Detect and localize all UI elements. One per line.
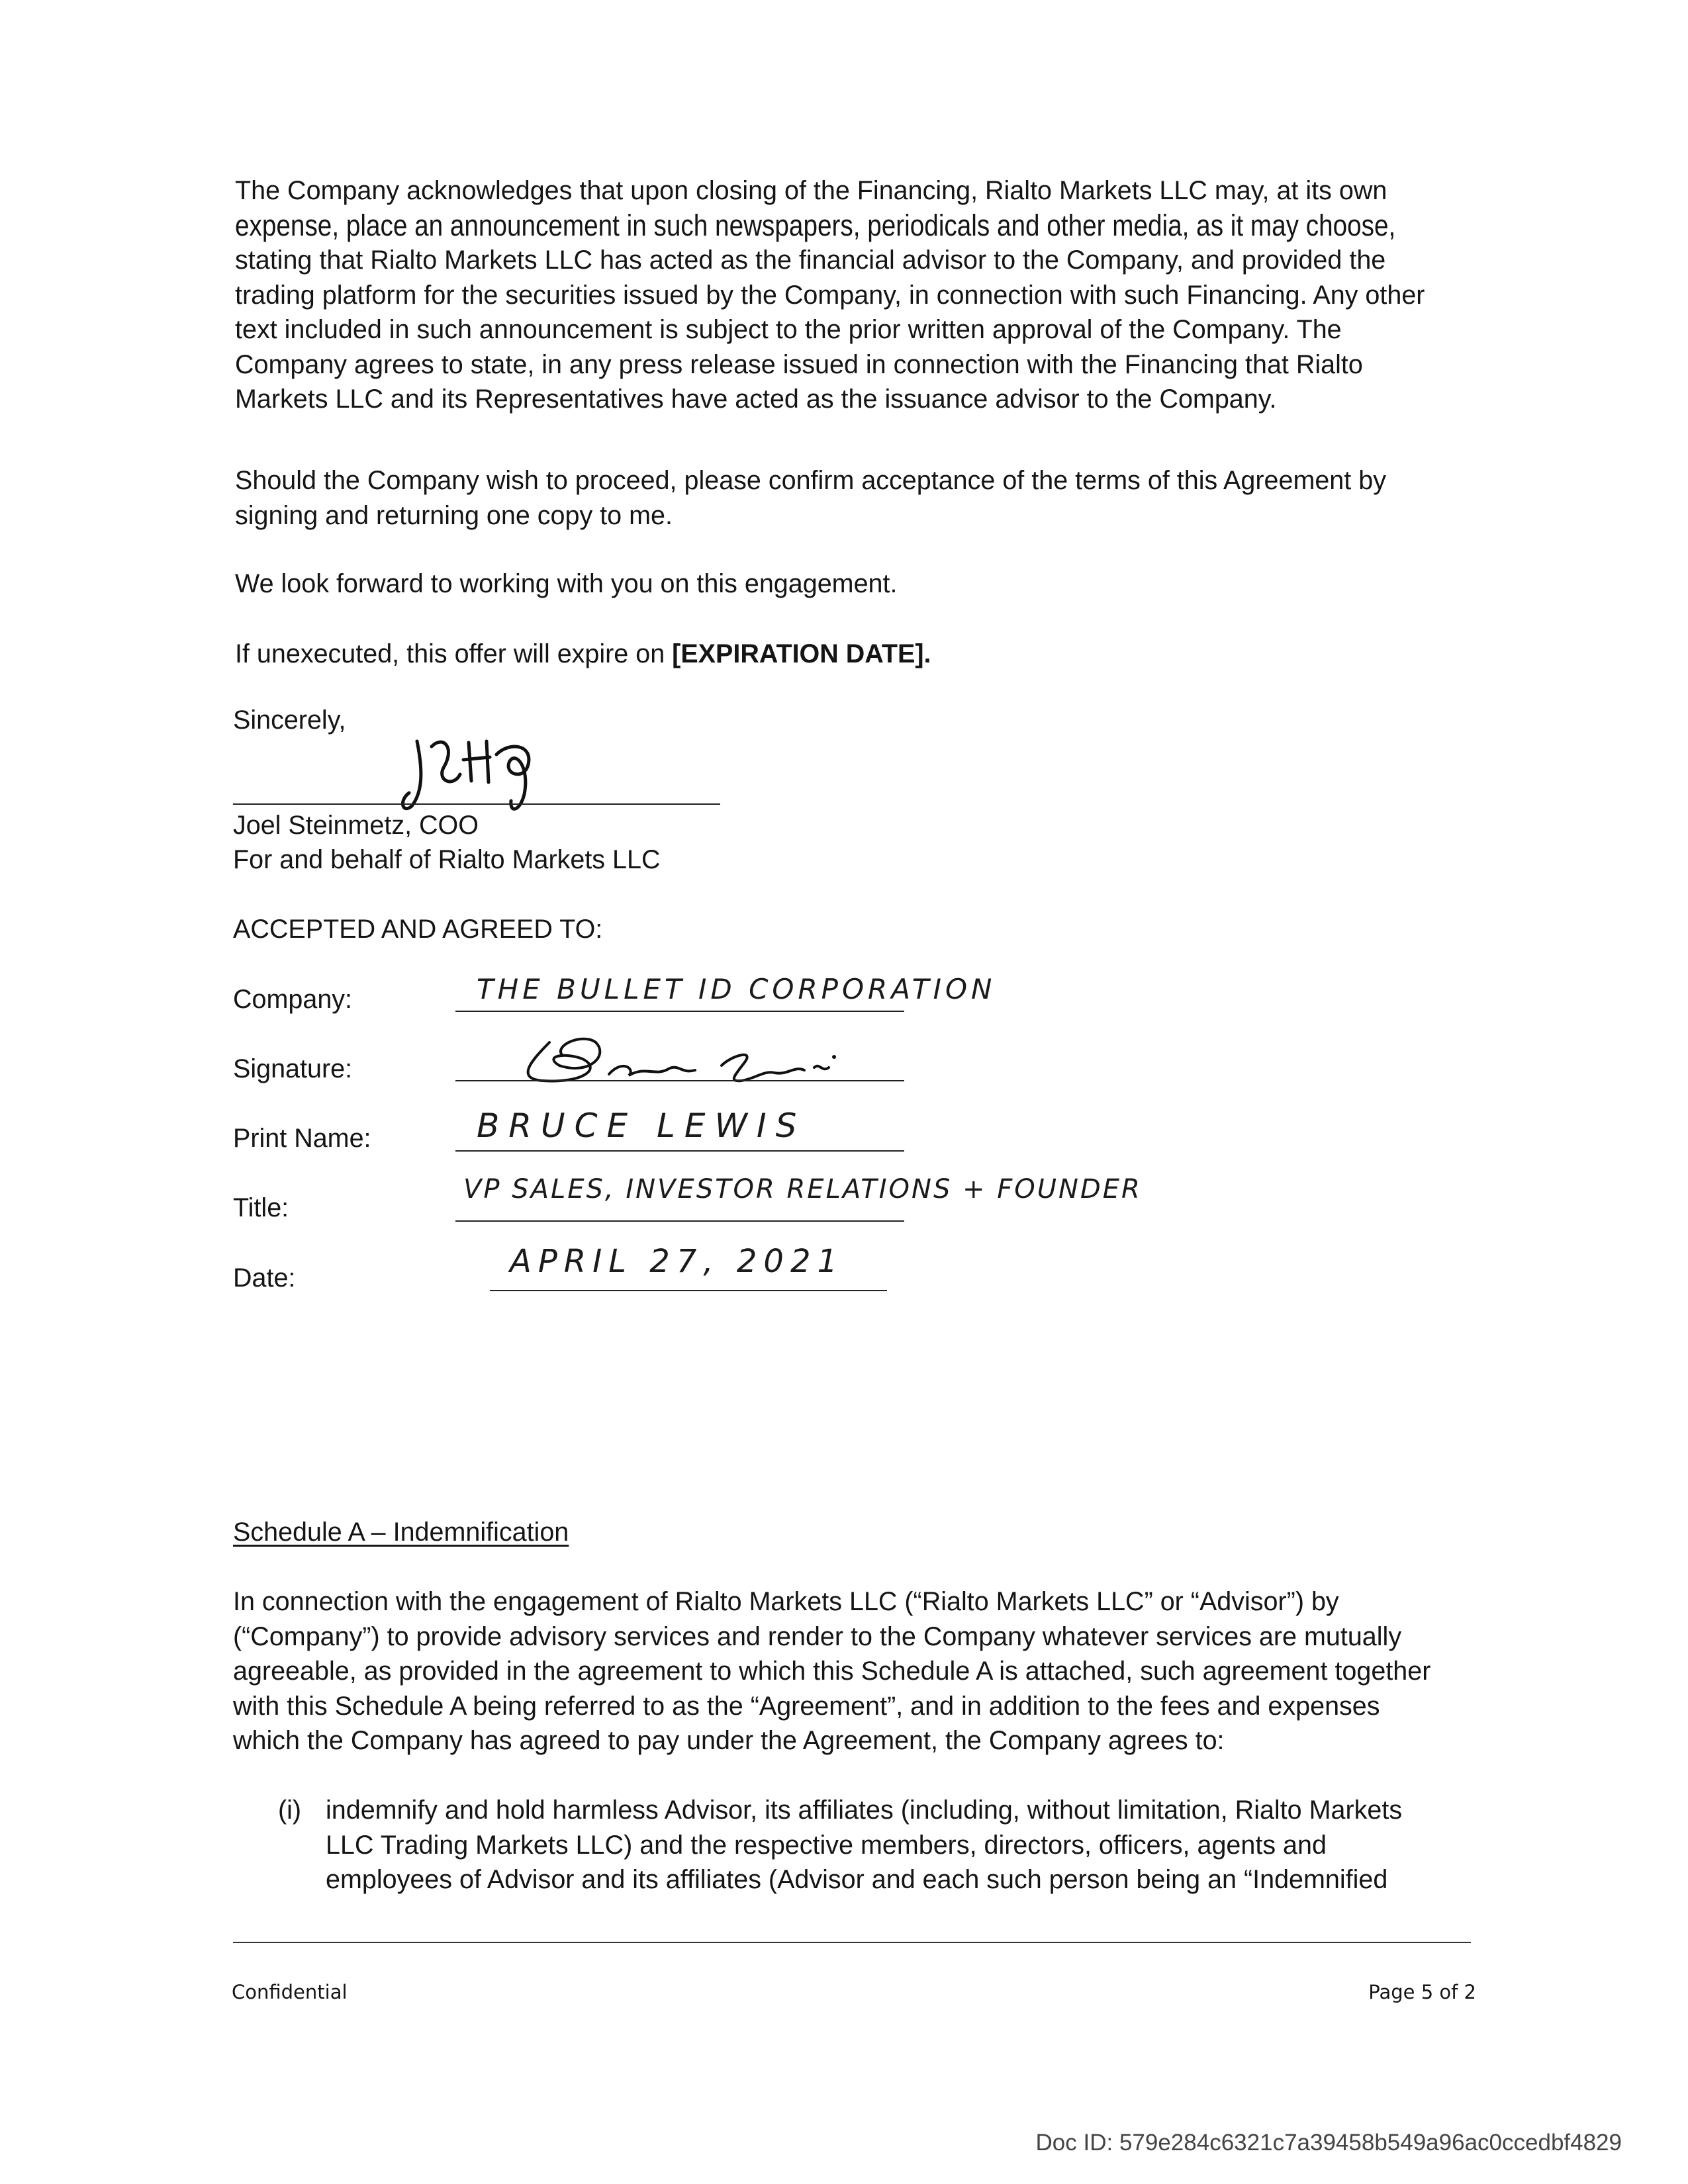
text-line: employees of Advisor and its affiliates (Advisor and each such person being an “Indemnified — [326, 1865, 1388, 1894]
sender-signature-line — [233, 803, 720, 805]
schedule-paragraph — [233, 1584, 1477, 1758]
date-label: Date: — [233, 1263, 296, 1293]
schedule-title: Schedule A – Indemnification — [233, 1518, 569, 1547]
title-label: Title: — [233, 1193, 289, 1222]
expiry-text: If unexecuted, this offer will expire on — [235, 639, 673, 668]
text-line: signing and returning one copy to me. — [235, 500, 673, 530]
text-line: indemnify and hold harmless Advisor, its affiliates (including, without limitation, Rialto Markets — [326, 1796, 1403, 1825]
sender-behalf: For and behalf of Rialto Markets LLC — [233, 845, 661, 874]
doc-id: Doc ID: 579e284c6321c7a39458b549a96ac0ccedbf4829 — [1035, 2130, 1622, 2156]
text-line: stating that Rialto Markets LLC has acted as the financial advisor to the Company, and provided the — [235, 246, 1386, 275]
text-line: agreeable, as provided in the agreement to which this Schedule A is attached, such agreement together — [233, 1657, 1431, 1686]
signature-line — [455, 1080, 904, 1081]
expiration-date-placeholder: [EXPIRATION DATE]. — [672, 639, 931, 668]
text-line: LLC Trading Markets LLC) and the respective members, directors, officers, agents and — [326, 1830, 1327, 1860]
company-handwritten: THE BULLET ID CORPORATION — [477, 973, 996, 1005]
acceptance-paragraph — [235, 463, 1479, 533]
closing-salutation: Sincerely, — [233, 705, 346, 735]
text-line: trading platform for the securities issued by the Company, in connection with such Financing. Any other — [235, 280, 1425, 310]
accepted-heading: ACCEPTED AND AGREED TO: — [233, 915, 603, 944]
signer-signature — [503, 1029, 887, 1092]
text-line: Company agrees to state, in any press release issued in connection with the Financing that Rialto — [235, 349, 1363, 379]
text-line: Should the Company wish to proceed, please confirm acceptance of the terms of this Agreement by — [235, 466, 1386, 495]
text-line: text included in such announcement is subject to the prior written approval of the Company. The — [235, 315, 1342, 344]
title-handwritten: VP SALES, INVESTOR RELATIONS + FOUNDER — [463, 1174, 1142, 1205]
engagement-paragraph — [235, 567, 1479, 602]
text-line: The Company acknowledges that upon closing of the Financing, Rialto Markets LLC may, at its own — [235, 176, 1387, 205]
list-item — [326, 1793, 1491, 1897]
announcement-paragraph — [235, 173, 1479, 417]
print-name-handwritten: BRUCE LEWIS — [477, 1107, 806, 1145]
footer-divider — [233, 1942, 1471, 1943]
text-line: We look forward to working with you on this engagement. — [235, 569, 898, 598]
text-line: In connection with the engagement of Rialto Markets LLC (“Rialto Markets LLC” or “Advisor”) by — [233, 1587, 1339, 1616]
text-line: Markets LLC and its Representatives have acted as the issuance advisor to the Company. — [235, 385, 1277, 414]
print-name-label: Print Name: — [233, 1124, 371, 1153]
company-line — [455, 1011, 904, 1012]
text-line: with this Schedule A being referred to as the “Agreement”, and in addition to the fees and expenses — [233, 1691, 1380, 1721]
list-item-marker: (i) — [278, 1796, 302, 1825]
expiry-paragraph — [235, 637, 1479, 672]
title-line — [455, 1220, 904, 1222]
signature-label: Signature: — [233, 1054, 353, 1083]
print-name-line — [455, 1150, 904, 1152]
date-line — [490, 1290, 887, 1291]
sender-name-title: Joel Steinmetz, COO — [233, 811, 479, 840]
text-line: expense, place an announcement in such newspapers, periodicals and other media, as it may choose, — [235, 208, 1396, 242]
company-label: Company: — [233, 985, 353, 1014]
text-line: (“Company”) to provide advisory services and render to the Company whatever services are mutually — [233, 1621, 1402, 1651]
text-line: which the Company has agreed to pay under the Agreement, the Company agrees to: — [233, 1726, 1225, 1755]
footer-confidential: Confidential — [232, 1981, 348, 2003]
date-handwritten: APRIL 27, 2021 — [510, 1243, 845, 1280]
footer-page-number: Page 5 of 2 — [1368, 1981, 1476, 2003]
